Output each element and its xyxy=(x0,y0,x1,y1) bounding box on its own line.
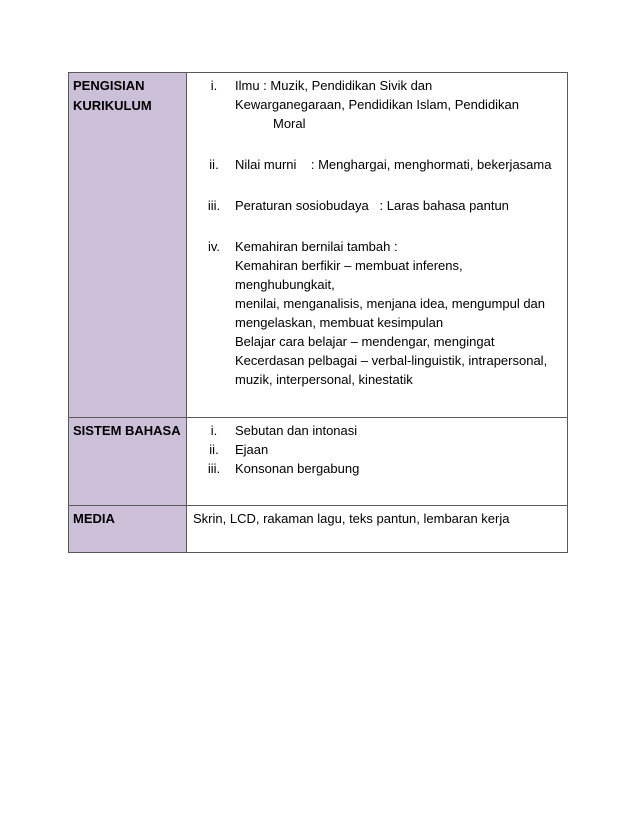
item-text: Sebutan dan intonasi xyxy=(235,423,358,438)
item-text: menilai, menganalisis, menjana idea, mengumpul dan xyxy=(235,296,546,311)
item-text: Kemahiran berfikir – membuat inferens, menghubungkait, xyxy=(235,258,463,292)
item-number: iii. xyxy=(207,198,221,213)
list-item xyxy=(193,155,561,174)
item-number: i. xyxy=(210,423,218,438)
item-number: i. xyxy=(210,78,218,93)
item-text: Belajar cara belajar – mendengar, mengingat xyxy=(235,334,495,349)
list-item xyxy=(193,459,561,478)
item-number: ii. xyxy=(209,157,219,172)
row-label: SISTEM BAHASA xyxy=(69,418,187,505)
row-pengisian-kurikulum xyxy=(69,73,567,417)
list-item xyxy=(193,440,561,459)
list-item xyxy=(193,196,561,215)
item-number: iv. xyxy=(207,239,221,254)
label-line: KURIKULUM xyxy=(73,98,152,113)
item-text: Konsonan bergabung xyxy=(235,461,360,476)
item-text: mengelaskan, membuat kesimpulan xyxy=(235,315,444,330)
row-sistem-bahasa xyxy=(69,417,567,505)
row-label: MEDIA xyxy=(69,506,187,552)
item-text: muzik, interpersonal, kinestatik xyxy=(235,372,413,387)
item-text: Moral xyxy=(273,116,306,131)
row-content xyxy=(187,73,567,417)
list-item xyxy=(193,237,561,256)
label-line: PENGISIAN xyxy=(73,78,145,93)
row-label xyxy=(69,73,187,417)
item-text: Kewarganegaraan, Pendidikan Islam, Pendidikan xyxy=(235,97,520,112)
item-number: iii. xyxy=(207,461,221,476)
item-text: Ilmu : Muzik, Pendidikan Sivik dan xyxy=(235,78,433,93)
item-text: Kecerdasan pelbagai – verbal-linguistik, intrapersonal, xyxy=(235,353,548,368)
row-content xyxy=(187,418,567,505)
lesson-plan-table xyxy=(68,72,568,553)
item-text: Ejaan xyxy=(235,442,269,457)
item-text: Peraturan sosiobudaya : Laras bahasa pantun xyxy=(235,198,509,213)
item-text: Kemahiran bernilai tambah : xyxy=(235,239,398,254)
row-content: Skrin, LCD, rakaman lagu, teks pantun, lembaran kerja xyxy=(193,511,510,526)
item-number: ii. xyxy=(209,442,219,457)
item-text: Nilai murni : Menghargai, menghormati, bekerjasama xyxy=(235,157,552,172)
list-item xyxy=(193,76,561,95)
row-media xyxy=(69,505,567,552)
list-item xyxy=(193,421,561,440)
